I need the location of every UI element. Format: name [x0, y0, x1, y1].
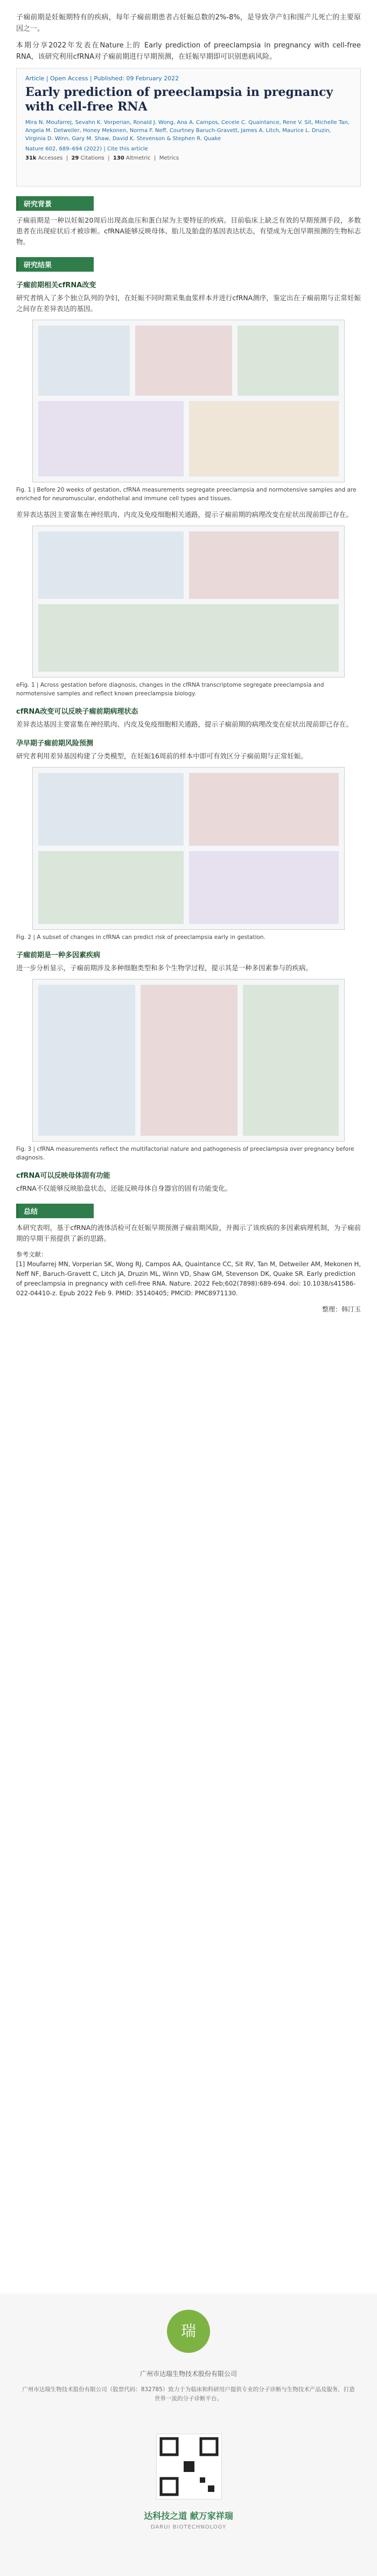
efig1-panel-a: [38, 531, 184, 599]
subsection-title-1: 子痫前期相关cfRNA改变: [16, 281, 96, 289]
section-title-results: 研究结果: [16, 257, 94, 272]
efig1-panel-b: [189, 531, 339, 599]
fig1-panel-c: [238, 326, 339, 396]
editor-credit: 整理：韩汀玉: [322, 1306, 361, 1313]
figure-4-caption: Fig. 3 | cfRNA measurements reflect the multifactorial nature and pathogenesis of preeclampsia over pregnancy before diagnosis.: [16, 1146, 354, 1161]
results-text-2: 差异表达基因主要富集在神经肌肉、内皮及免疫细胞相关通路，提示子痫前期的病理改变在症状出现前即已存在。: [16, 720, 353, 728]
section-title-summary: 总结: [16, 1204, 94, 1218]
paper-header-card: [16, 68, 361, 187]
fig1-panel-d: [38, 401, 184, 476]
figure-1-caption: Fig. 1 | Before 20 weeks of gestation, cfRNA measurements segregate preeclampsia and normotensive samples and are enriched for neuromuscular, endothelial and immune cell types and tissues.: [16, 487, 357, 502]
reference-item-1: [1] Moufarrej MN, Vorperian SK, Wong RJ, Campos AA, Quaintance CC, Sit RV, Tan M, Detweiler AM, Mekonen H, Neff NF, Baruch-Gravett C, Litch JA, Druzin ML, Winn VD, Shaw GM, Stevenson DK, Quake SR. Early prediction of preeclampsia in pregnancy with cell-free RNA. Nature. 2022 Feb;602(7898):689-694. doi: 10.1038/s41586-022-04410-z. Epub 2022 Feb 9. PMID: 35140405; PMCID: PMC8971130.: [16, 1260, 361, 1297]
figure-1: [32, 320, 345, 482]
results-text-4: 进一步分析显示，子痫前期涉及多种细胞类型和多个生物学过程，提示其是一种多因素参与的疾病。: [16, 964, 313, 972]
paper-meta: Article | Open Access | Published: 09 February 2022: [25, 75, 179, 82]
figure-2-caption: eFig. 1 | Across gestation before diagnosis, changes in the cfRNA transcriptome segregate preeclampsia and normotensive samples and reflect known preeclampsia biology.: [16, 682, 324, 697]
paper-authors[interactable]: Mira N. Moufarrej, Sevahn K. Vorperian, Ronald J. Wong, Ana A. Campos, Cecele C. Quaintance, Rene V. Sit, Michelle Tan, Angela M. Detweiler, Honey Mekonen, Norma F. Neff, Courtney Baruch-Gravett, James A. Litch, Maurice L. Druzin, Virginia D. Winn, Gary M. Shaw, David K. Stevenson & Stephen R. Quake: [25, 120, 350, 142]
fig3-panel-a: [38, 985, 135, 1136]
results-text-1: 研究者纳入了多个独立队列的孕妇，在妊娠不同时期采集血浆样本并进行cfRNA测序，鉴定出在子痫前期与正常妊娠之间存在差异表达的基因。: [16, 294, 361, 313]
figure-2-graphic: [33, 526, 344, 677]
intro-paragraph-2: 本期分享2022年发表在Nature上的 Early prediction of preeclampsia in pregnancy with cell-free RNA，该研究利用cfRNA对子痫前期进行早期预测，在妊娠早期即可识别患病风险。: [16, 42, 361, 61]
background-text: 子痫前期是一种以妊娠20周后出现高血压和蛋白尿为主要特征的疾病。目前临床上缺乏有效的早期预测手段，多数患者在出现症状后才被诊断。cfRNA能够反映母体、胎儿及胎盘的基因表达状态，有望成为无创早期预测的生物标志物。: [16, 216, 361, 246]
subsection-title-3: 孕早期子痫前期风险预测: [16, 740, 94, 748]
footer-slogan-en: DARUI BIOTECHNOLOGY: [150, 2524, 227, 2530]
company-logo: 瑞: [167, 2310, 210, 2353]
results-text-1b: 差异表达基因主要富集在神经肌肉、内皮及免疫细胞相关通路，提示子痫前期的病理改变在症状出现前即已存在。: [16, 510, 353, 519]
subsection-title-4: 子痫前期是一种多因素疾病: [16, 951, 101, 959]
footer-slogan: 达科技之道 献万家祥瑞: [144, 2511, 233, 2521]
efig1-panel-c: [38, 604, 339, 672]
fig1-panel-e: [189, 401, 339, 476]
intro-section: [0, 0, 377, 63]
footer: [0, 2294, 377, 2576]
figure-4-graphic: [33, 979, 344, 1141]
references-label: 参考文献：: [16, 1251, 47, 1258]
figure-1-graphic: [33, 320, 344, 482]
subsection-title-2: cfRNA改变可以反映子痫前期病理状态: [16, 708, 138, 716]
summary-text: 本研究表明，基于cfRNA的液体活检可在妊娠早期预测子痫前期风险，并揭示了该疾病的多因素病理机制，为子痫前期的早期干预提供了新的思路。: [16, 1224, 361, 1242]
intro-paragraph-1: 子痫前期是妊娠期特有的疾病，每年子痫前期患者占妊娠总数的2%-8%，是导致孕产妇和围产儿死亡的主要原因之一。: [16, 13, 361, 33]
fig1-panel-a: [38, 326, 130, 396]
fig1-panel-b: [135, 326, 232, 396]
section-title-background: 研究背景: [16, 196, 94, 211]
company-blurb: 广州市达瑞生物技术股份有限公司（股票代码：832785）致力于为临床和科研用户提供专业的分子诊断与生物技术产品及服务，打造世界一流的分子诊断平台。: [22, 2386, 355, 2402]
paper-stats: 31k Accesses | 29 Citations | 130 Altmetric | Metrics: [25, 155, 179, 161]
figure-3-caption: Fig. 2 | A subset of changes in cfRNA can predict risk of preeclampsia early in gestation.: [16, 934, 266, 941]
qr-code-icon[interactable]: [156, 2434, 222, 2499]
fig3-panel-b: [141, 985, 238, 1136]
company-name: 广州市达瑞生物技术股份有限公司: [139, 2370, 237, 2378]
fig2-panel-b: [189, 773, 339, 846]
fig3-panel-c: [243, 985, 339, 1136]
figure-3-graphic: [33, 768, 344, 929]
fig2-panel-a: [38, 773, 184, 846]
references: [16, 1249, 361, 1298]
fig2-panel-d: [189, 851, 339, 924]
paper-title[interactable]: Early prediction of preeclampsia in pregnancy with cell-free RNA: [25, 85, 333, 114]
results-text-5: cfRNA不仅能够反映胎盘状态，还能反映母体自身器官的固有功能变化。: [16, 1184, 232, 1192]
paper-journal[interactable]: Nature 602, 689–694 (2022) | Cite this article: [25, 146, 148, 152]
figure-3: [32, 767, 345, 930]
subsection-title-5: cfRNA可以反映母体固有功能: [16, 1172, 110, 1180]
metrics-link[interactable]: Metrics: [159, 155, 179, 161]
figure-2: [32, 526, 345, 678]
results-text-3: 研究者利用差异基因构建了分类模型，在妊娠16周前的样本中即可有效区分子痫前期与正常妊娠。: [16, 752, 308, 760]
figure-4: [32, 979, 345, 1142]
fig2-panel-c: [38, 851, 184, 924]
